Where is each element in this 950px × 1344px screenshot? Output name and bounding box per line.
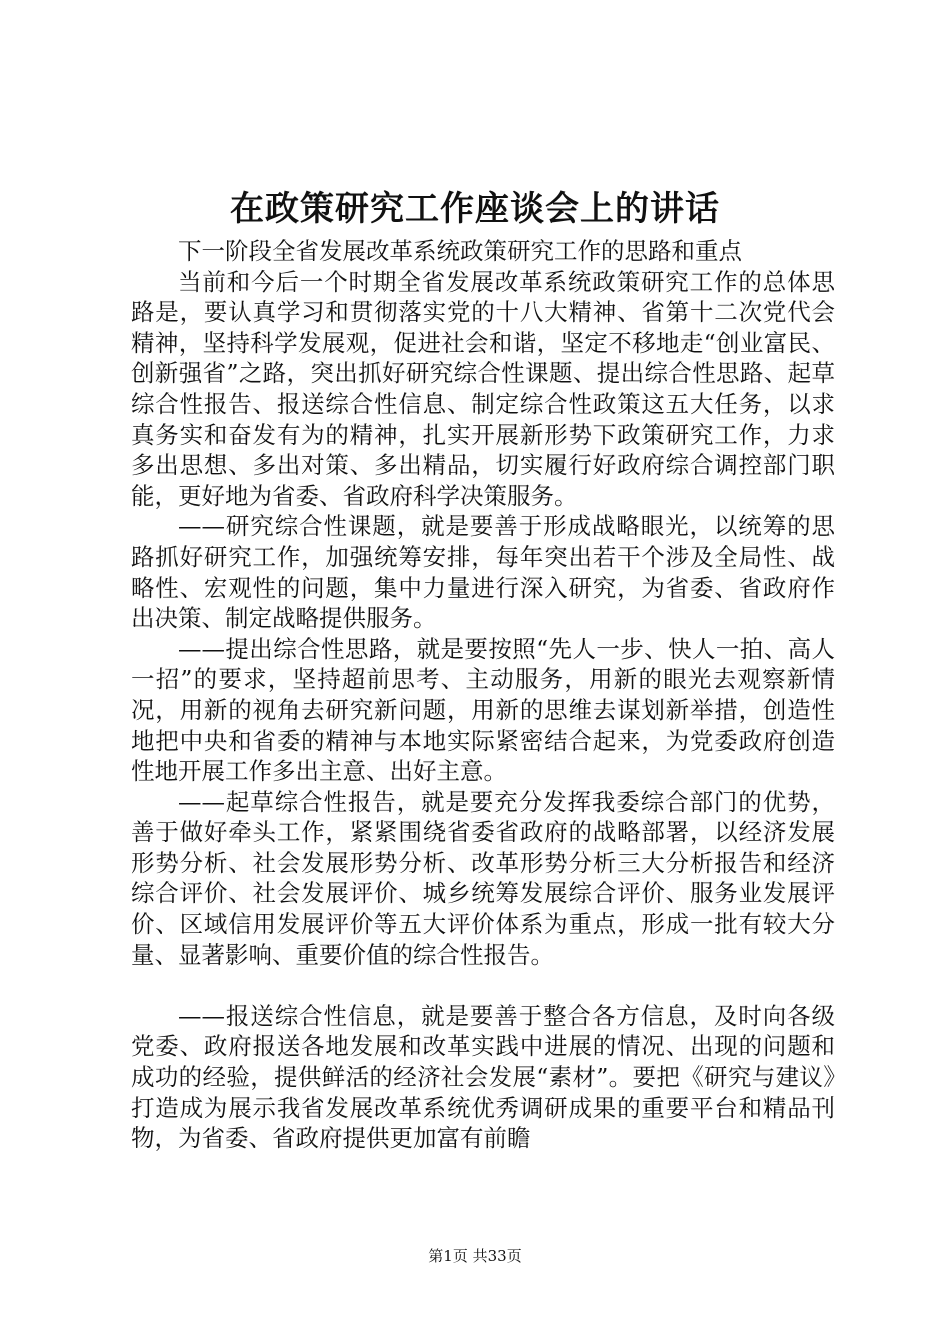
paragraph-comprehensive-ideas: ——提出综合性思路，就是要按照“先人一步、快人一拍、高人一招”的要求，坚持超前思考、主动服务，用新的眼光去观察新情况，用新的视角去研究新问题，用新的思维去谋划新举措，创造性地把中央和省委的精神与本地实际紧密结合起来，为党委政府创造性地开展工作多出主意、出好主意。 <box>131 634 835 786</box>
document-body <box>131 236 835 1154</box>
paragraph-comprehensive-information: ——报送综合性信息，就是要善于整合各方信息，及时向各级党委、政府报送各地发展和改革实践中进展的情况、出现的问题和成功的经验，提供鲜活的经济社会发展“素材”。要把《研究与建议》打造成为展示我省发展改革系统优秀调研成果的重要平台和精品刊物，为省委、省政府提供更加富有前瞻 <box>131 1001 835 1153</box>
paragraph-research-topics: ——研究综合性课题，就是要善于形成战略眼光，以统筹的思路抓好研究工作，加强统筹安排，每年突出若干个涉及全局性、战略性、宏观性的问题，集中力量进行深入研究，为省委、省政府作出决策、制定战略提供服务。 <box>131 512 835 633</box>
page-footer: 第1页 共33页 <box>428 1247 522 1265</box>
paragraph-comprehensive-reports: ——起草综合性报告，就是要充分发挥我委综合部门的优势，善于做好牵头工作，紧紧围绕省委省政府的战略部署，以经济发展形势分析、社会发展形势分析、改革形势分析三大分析报告和经济综合评价、社会发展评价、城乡统筹发展综合评价、服务业发展评价、区域信用发展评价等五大评价体系为重点，形成一批有较大分量、显著影响、重要价值的综合性报告。 <box>131 787 835 969</box>
paragraph-overall-thinking: 当前和今后一个时期全省发展改革系统政策研究工作的总体思路是，要认真学习和贯彻落实党的十八大精神、省第十二次党代会精神，坚持科学发展观，促进社会和谐，坚定不移地走“创业富民、创新强省”之路，突出抓好研究综合性课题、提出综合性思路、起草综合性报告、报送综合性信息、制定综合性政策这五大任务，以求真务实和奋发有为的精神，扎实开展新形势下政策研究工作，力求多出思想、多出对策、多出精品，切实履行好政府综合调控部门职能，更好地为省委、省政府科学决策服务。 <box>131 267 835 510</box>
section-subheading: 下一阶段全省发展改革系统政策研究工作的思路和重点 <box>178 237 742 265</box>
document-title: 在政策研究工作座谈会上的讲话 <box>230 189 720 229</box>
